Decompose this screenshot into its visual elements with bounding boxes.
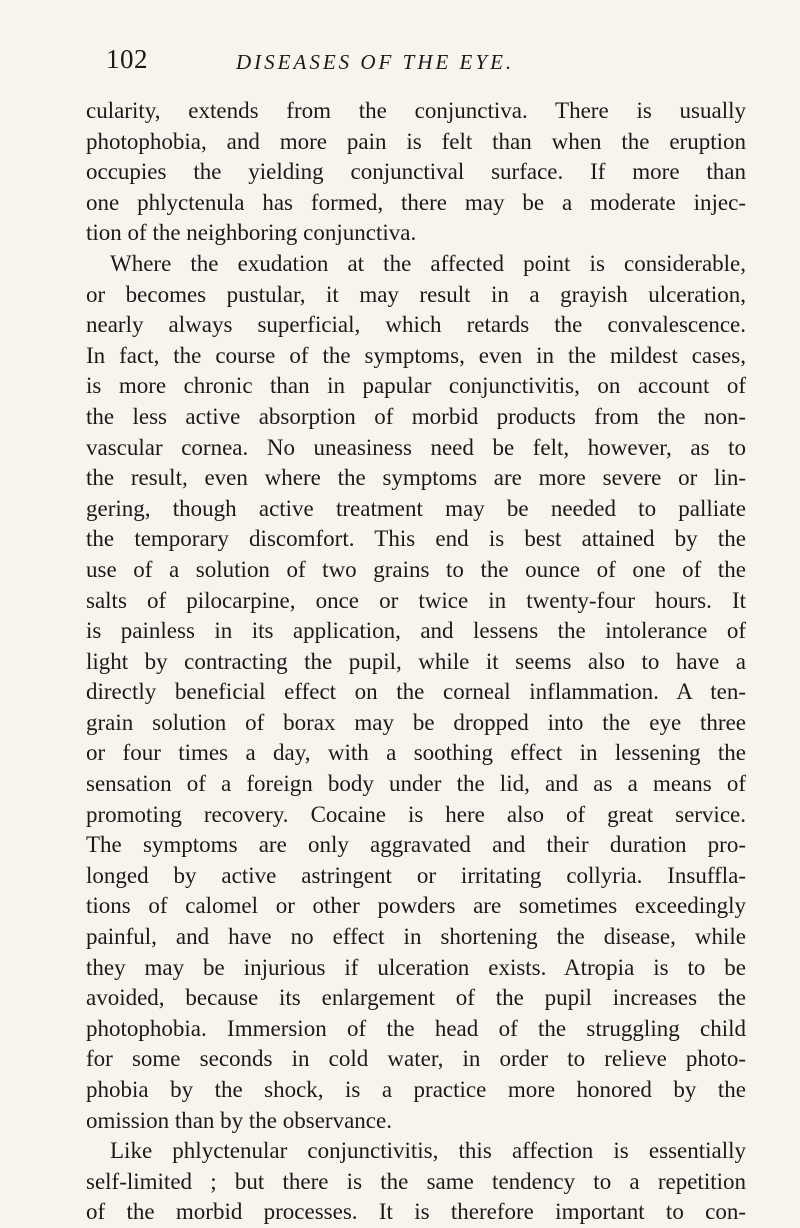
text-line: tion of the neighboring conjunctiva. <box>86 220 417 246</box>
text-line: Where the exudation at the affected point is considerable, <box>110 250 746 276</box>
text-line: is painless in its application, and lessens the intolerance of <box>86 618 746 644</box>
text-line: occupies the yielding conjunctival surface. If more than <box>86 159 746 185</box>
text-line: for some seconds in cold water, in order to relieve photo- <box>86 1046 746 1072</box>
page-header <box>106 44 746 84</box>
text-line: photophobia, and more pain is felt than when the eruption <box>86 128 746 154</box>
text-line: grain solution of borax may be dropped into the eye three <box>86 709 746 735</box>
text-line: the less active absorption of morbid products from the non- <box>86 403 746 429</box>
text-line: light by contracting the pupil, while it seems also to have a <box>86 648 746 674</box>
text-line: is more chronic than in papular conjunctivitis, on account of <box>86 373 746 399</box>
text-line: use of a solution of two grains to the ounce of one of the <box>86 556 746 582</box>
text-line: the temporary discomfort. This end is best attained by the <box>86 526 746 552</box>
text-line: gering, though active treatment may be needed to palliate <box>86 495 746 521</box>
text-line: they may be injurious if ulceration exists. Atropia is to be <box>86 954 746 980</box>
text-line: vascular cornea. No uneasiness need be felt, however, as to <box>86 434 746 460</box>
text-line: or four times a day, with a soothing effect in lessening the <box>86 740 746 766</box>
text-line: avoided, because its enlargement of the pupil increases the <box>86 985 746 1011</box>
page-number: 102 <box>106 44 148 74</box>
running-title: DISEASES OF THE EYE. <box>236 50 515 74</box>
text-line: phobia by the shock, is a practice more honored by the <box>86 1077 746 1102</box>
text-line: nearly always superficial, which retards the convalescence. <box>86 312 746 338</box>
text-line: Like phlyctenular conjunctivitis, this affection is essentially <box>110 1138 746 1164</box>
text-line: The symptoms are only aggravated and their duration pro- <box>86 832 746 858</box>
text-line: directly beneficial effect on the corneal inflammation. A ten- <box>86 679 746 705</box>
text-line: the result, even where the symptoms are more severe or lin- <box>86 465 746 491</box>
text-line: longed by active astringent or irritating collyria. Insuffla- <box>86 862 746 888</box>
text-line: or becomes pustular, it may result in a grayish ulceration, <box>86 281 746 307</box>
text-line: one phlyctenula has formed, there may be a moderate injec- <box>86 189 746 215</box>
text-line: cularity, extends from the conjunctiva. There is usually <box>86 98 746 123</box>
text-line: self-limited ; but there is the same tendency to a repetition <box>86 1168 746 1194</box>
text-line: sensation of a foreign body under the lid, and as a means of <box>86 771 746 797</box>
text-line: promoting recovery. Cocaine is here also of great service. <box>86 801 746 827</box>
text-line: In fact, the course of the symptoms, even in the mildest cases, <box>86 342 746 368</box>
text-line: photophobia. Immersion of the head of the struggling child <box>86 1015 746 1041</box>
text-line: painful, and have no effect in shortening the disease, while <box>86 924 746 950</box>
text-line: of the morbid processes. It is therefore important to con- <box>86 1199 746 1225</box>
body-text <box>86 96 746 1228</box>
text-line: salts of pilocarpine, once or twice in twenty-four hours. It <box>86 587 746 613</box>
text-line: omission than by the observance. <box>86 1107 392 1133</box>
text-line: tions of calomel or other powders are sometimes exceedingly <box>86 893 746 919</box>
